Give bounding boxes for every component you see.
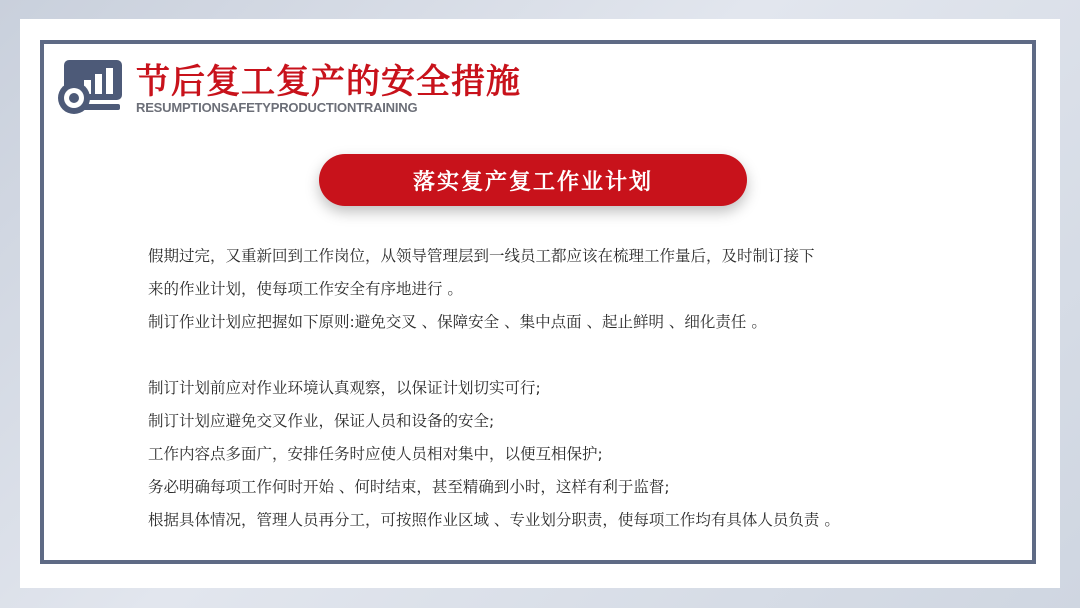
- principle-line: 制订计划应避免交叉作业，保证人员和设备的安全;: [148, 412, 495, 430]
- page-title: 节后复工复产的安全措施: [136, 62, 521, 102]
- paragraph-line: 来的作业计划，使每项工作安全有序地进行 。: [148, 280, 463, 298]
- principle-line: 根据具体情况，管理人员再分工，可按照作业区域 、专业划分职责，使每项工作均有具体人员负责 。: [148, 511, 840, 529]
- section-heading-pill: [319, 154, 747, 206]
- principle-line: 务必明确每项工作何时开始 、何时结束，甚至精确到小时，这样有利于监督;: [148, 478, 670, 496]
- principle-line: 工作内容点多面广，安排任务时应使人员相对集中，以便互相保护;: [148, 445, 603, 463]
- paragraph-gap: [148, 339, 948, 372]
- paragraph-line: 假期过完，又重新回到工作岗位，从领导管理层到一线员工都应该在梳理工作量后，及时制订接下: [148, 247, 815, 265]
- chart-monitor-icon: [58, 60, 124, 116]
- principle-line: 制订计划前应对作业环境认真观察，以保证计划切实可行;: [148, 379, 541, 397]
- body-text: [148, 240, 948, 537]
- section-heading: 落实复产复工作业计划: [412, 169, 653, 195]
- paragraph-line: 制订作业计划应把握如下原则:避免交叉 、保障安全 、集中点面 、起止鲜明 、细化责任 。: [148, 313, 767, 331]
- page-subtitle: RESUMPTIONSAFETYPRODUCTIONTRAINING: [136, 100, 418, 115]
